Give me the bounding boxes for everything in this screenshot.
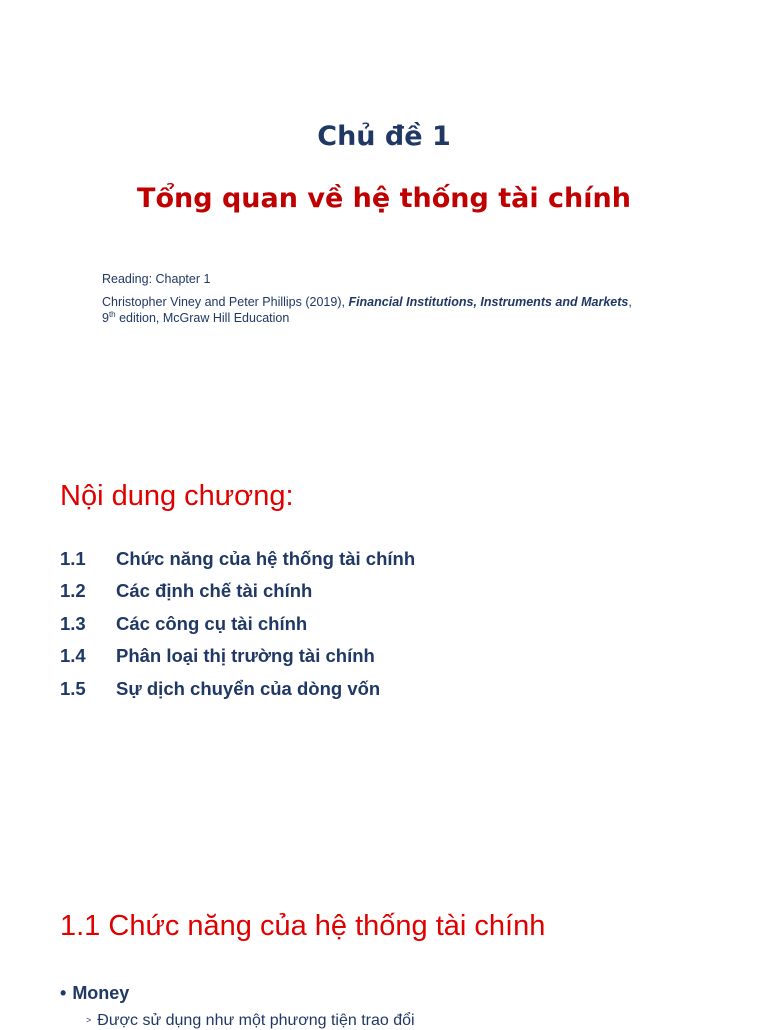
reading-note: Reading: Chapter 1 (102, 272, 211, 286)
reference-edition-num: 9 (102, 311, 109, 325)
topic-title: Tổng quan về hệ thống tài chính (137, 183, 631, 214)
item-label: Chức năng của hệ thống tài chính (116, 548, 416, 569)
item-label: Các công cụ tài chính (116, 612, 308, 634)
slide-title (0, 0, 768, 420)
item-number: 1.4 (60, 645, 86, 667)
reference-comma: , (628, 295, 632, 309)
reference-authors: Christopher Viney and Peter Phillips (2019), (102, 295, 349, 309)
item-label: Sự dịch chuyển của dòng vốn (116, 677, 381, 699)
bullet-item (60, 983, 129, 1004)
item-number: 1.1 (60, 548, 86, 569)
item-number: 1.2 (60, 580, 86, 602)
slide-contents (0, 420, 768, 850)
section-heading: 1.1 Chức năng của hệ thống tài chính (60, 910, 546, 942)
reference-book: Financial Institutions, Instruments and Markets (348, 295, 629, 309)
item-number: 1.3 (60, 612, 86, 634)
subbullet-item (86, 1012, 415, 1030)
topic-label: Chủ đề 1 (317, 121, 451, 152)
list-item (60, 580, 415, 612)
list-item (60, 678, 415, 710)
item-label: Phân loại thị trường tài chính (116, 645, 375, 667)
list-item (60, 548, 415, 580)
slide-section (0, 850, 768, 1029)
reference-edition-rest: edition, McGraw Hill Education (115, 311, 290, 325)
reference (102, 294, 722, 326)
bullet-dot-icon: • (60, 983, 67, 1003)
subbullet-text: Được sử dụng như một phương tiện trao đổi (97, 1012, 415, 1029)
item-number: 1.5 (60, 677, 86, 699)
list-item (60, 613, 415, 645)
contents-list (60, 548, 415, 710)
list-item (60, 645, 415, 677)
contents-heading: Nội dung chương: (60, 480, 294, 512)
bullet-text: Money (72, 983, 130, 1003)
item-label: Các định chế tài chính (116, 580, 313, 602)
reference-edition-sup: th (108, 310, 116, 319)
arrow-bullet-icon: > (86, 1015, 92, 1025)
